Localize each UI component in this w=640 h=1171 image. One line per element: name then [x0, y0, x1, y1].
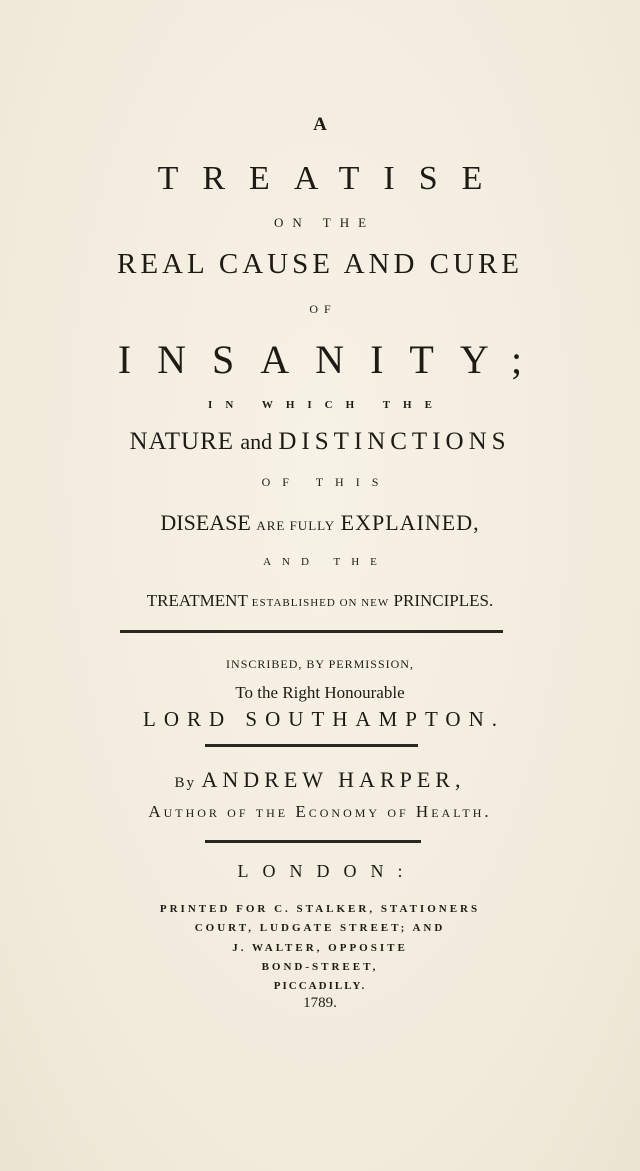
title-insanity: INSANITY;	[117, 337, 549, 382]
title-nature-and: and	[240, 429, 273, 454]
rule-1	[120, 630, 503, 633]
title-of: OF	[309, 302, 337, 316]
title-disease-line	[0, 510, 640, 536]
imprint-city: LONDON:	[237, 861, 417, 881]
title-article: A	[313, 114, 327, 135]
title-on-the: ON THE	[273, 215, 376, 230]
imprint-year: 1789.	[303, 995, 337, 1011]
author-line	[0, 767, 640, 793]
imprint-line-1: PRINTED FOR C. STALKER, STATIONERS	[159, 903, 481, 915]
title-nature-line	[0, 428, 640, 456]
title-distinctions: DISTINCTIONS	[278, 428, 511, 455]
title-principles: PRINCIPLES.	[393, 591, 494, 610]
imprint-line-3: J. WALTER, OPPOSITE	[232, 942, 408, 954]
title-and-the: AND THE	[263, 556, 388, 568]
title-real-cause: REAL CAUSE AND CURE	[116, 248, 524, 280]
title-are-fully: ARE FULLY	[256, 518, 336, 533]
author-by: By	[174, 775, 197, 791]
author-role: Author of the Economy of Health.	[148, 802, 492, 821]
title-treatment: TREATMENT	[146, 591, 248, 610]
imprint-line-2: COURT, LUDGATE STREET; AND	[194, 922, 446, 934]
title-nature: NATURE	[129, 428, 235, 455]
title-disease: DISEASE	[160, 510, 251, 535]
title-of-this: OF THIS	[261, 475, 391, 489]
title-main: TREATISE	[157, 160, 507, 197]
title-in-which: IN WHICH THE	[208, 399, 445, 411]
imprint-line-5: PICCADILLY.	[273, 980, 367, 992]
dedication-lord: LORD SOUTHAMPTON.	[143, 707, 505, 731]
title-established: ESTABLISHED ON NEW	[251, 597, 390, 609]
dedication-inscribed: INSCRIBED, BY PERMISSION,	[226, 657, 414, 671]
rule-3	[205, 840, 421, 843]
rule-2	[205, 744, 418, 747]
imprint-line-4: BOND-STREET,	[261, 961, 379, 973]
title-explained: EXPLAINED,	[340, 510, 480, 535]
author-name: ANDREW HARPER,	[201, 767, 466, 792]
dedication-to: To the Right Honourable	[235, 683, 405, 702]
title-treatment-line	[0, 591, 640, 611]
